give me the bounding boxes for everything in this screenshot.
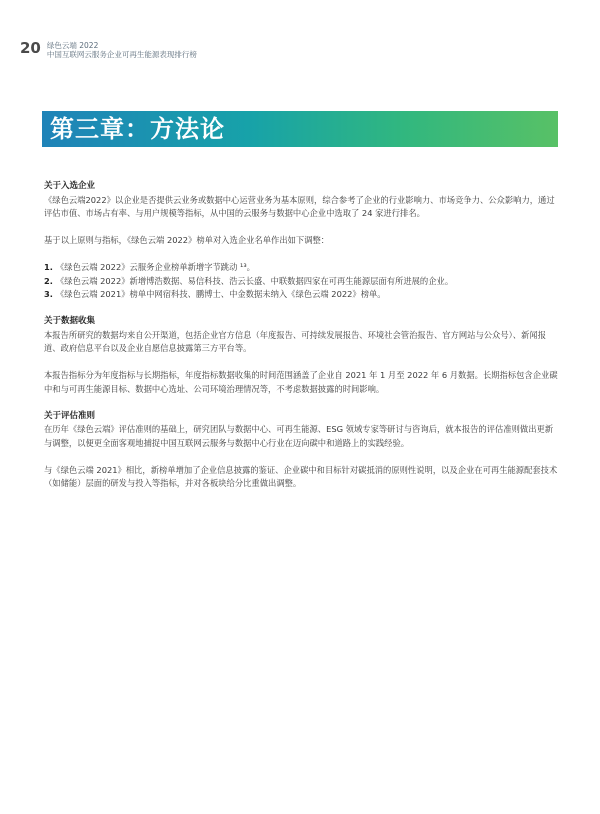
report-subtitle: 中国互联网云服务企业可再生能源表现排行榜	[46, 50, 197, 59]
section-heading: 关于数据收集	[44, 316, 96, 326]
list-item	[44, 261, 558, 275]
section-heading: 关于评估准则	[44, 410, 96, 421]
chapter-title: 第三章：方法论	[50, 115, 225, 143]
section-criteria	[44, 410, 558, 491]
paragraph: 本报告所研究的数据均来自公开渠道，包括企业官方信息（年度报告、可持续发展报告、环境社会管治报告、官方网站与公众号）、新闻报道、政府信息平台以及企业自愿信息披露第三方平台等。	[44, 329, 546, 353]
list-number: 2.	[44, 275, 53, 286]
list-number: 3.	[44, 289, 53, 299]
list-number: 1.	[44, 262, 53, 272]
paragraph: 在历年《绿色云端》评估准则的基础上，研究团队与数据中心、可再生能源、ESG 领域专家等研讨与咨询后，就本报告的评估准则做出更新与调整，以便更全面客观地捕捉中国互联网云服务与数据中心行业在迈向碳中和道路上的实践经验。	[44, 424, 554, 448]
section-data-collection	[44, 315, 558, 396]
paragraph: 基于以上原则与指标，《绿色云端 2022》榜单对入选企业名单作出如下调整：	[44, 235, 330, 245]
list-item	[44, 275, 558, 289]
list-text: 《绿色云端 2021》榜单中网宿科技、鹏博士、中金数据未纳入《绿色云端 2022》榜单。	[56, 289, 386, 299]
section-heading: 关于入选企业	[44, 181, 96, 191]
page-header	[20, 40, 197, 59]
header-titles	[47, 41, 197, 59]
paragraph: 与《绿色云端 2021》相比，新榜单增加了企业信息披露的鉴证、企业碳中和目标针对碳抵消的原则性说明，以及企业在可再生能源配套技术（如储能）层面的研发与投入等指标，并对各板块给分比重做出调整。	[44, 464, 558, 488]
main-content	[44, 180, 558, 491]
paragraph: 《绿色云端2022》以企业是否提供云业务或数据中心运营业务为基本原则，综合参考了企业的行业影响力、市场竞争力、公众影响力，通过评估市值、市场占有率、与用户规模等指标，从中国的云服务与数据中心企业中选取了 24 家进行排名。	[44, 194, 555, 218]
list-text: 《绿色云端 2022》云服务企业榜单新增字节跳动 ¹³。	[56, 262, 255, 272]
list-item	[44, 288, 558, 302]
paragraph: 本报告指标分为年度指标与长期指标，年度指标数据收集的时间范围涵盖了企业自 2021 年 1 月至 2022 年 6 月数据。长期指标包含企业碳中和与可再生能源目标、数据中心选址、公司环境治理情况等，不考虑数据披露的时间影响。	[44, 370, 558, 394]
report-title: 绿色云端 2022	[46, 41, 99, 50]
chapter-banner	[42, 111, 558, 147]
page-number: 20	[20, 39, 41, 57]
list-text: 《绿色云端 2022》新增博浩数据、易信科技、浩云长盛、中联数据四家在可再生能源层面有所进展的企业。	[56, 275, 454, 286]
section-selection	[44, 180, 558, 302]
